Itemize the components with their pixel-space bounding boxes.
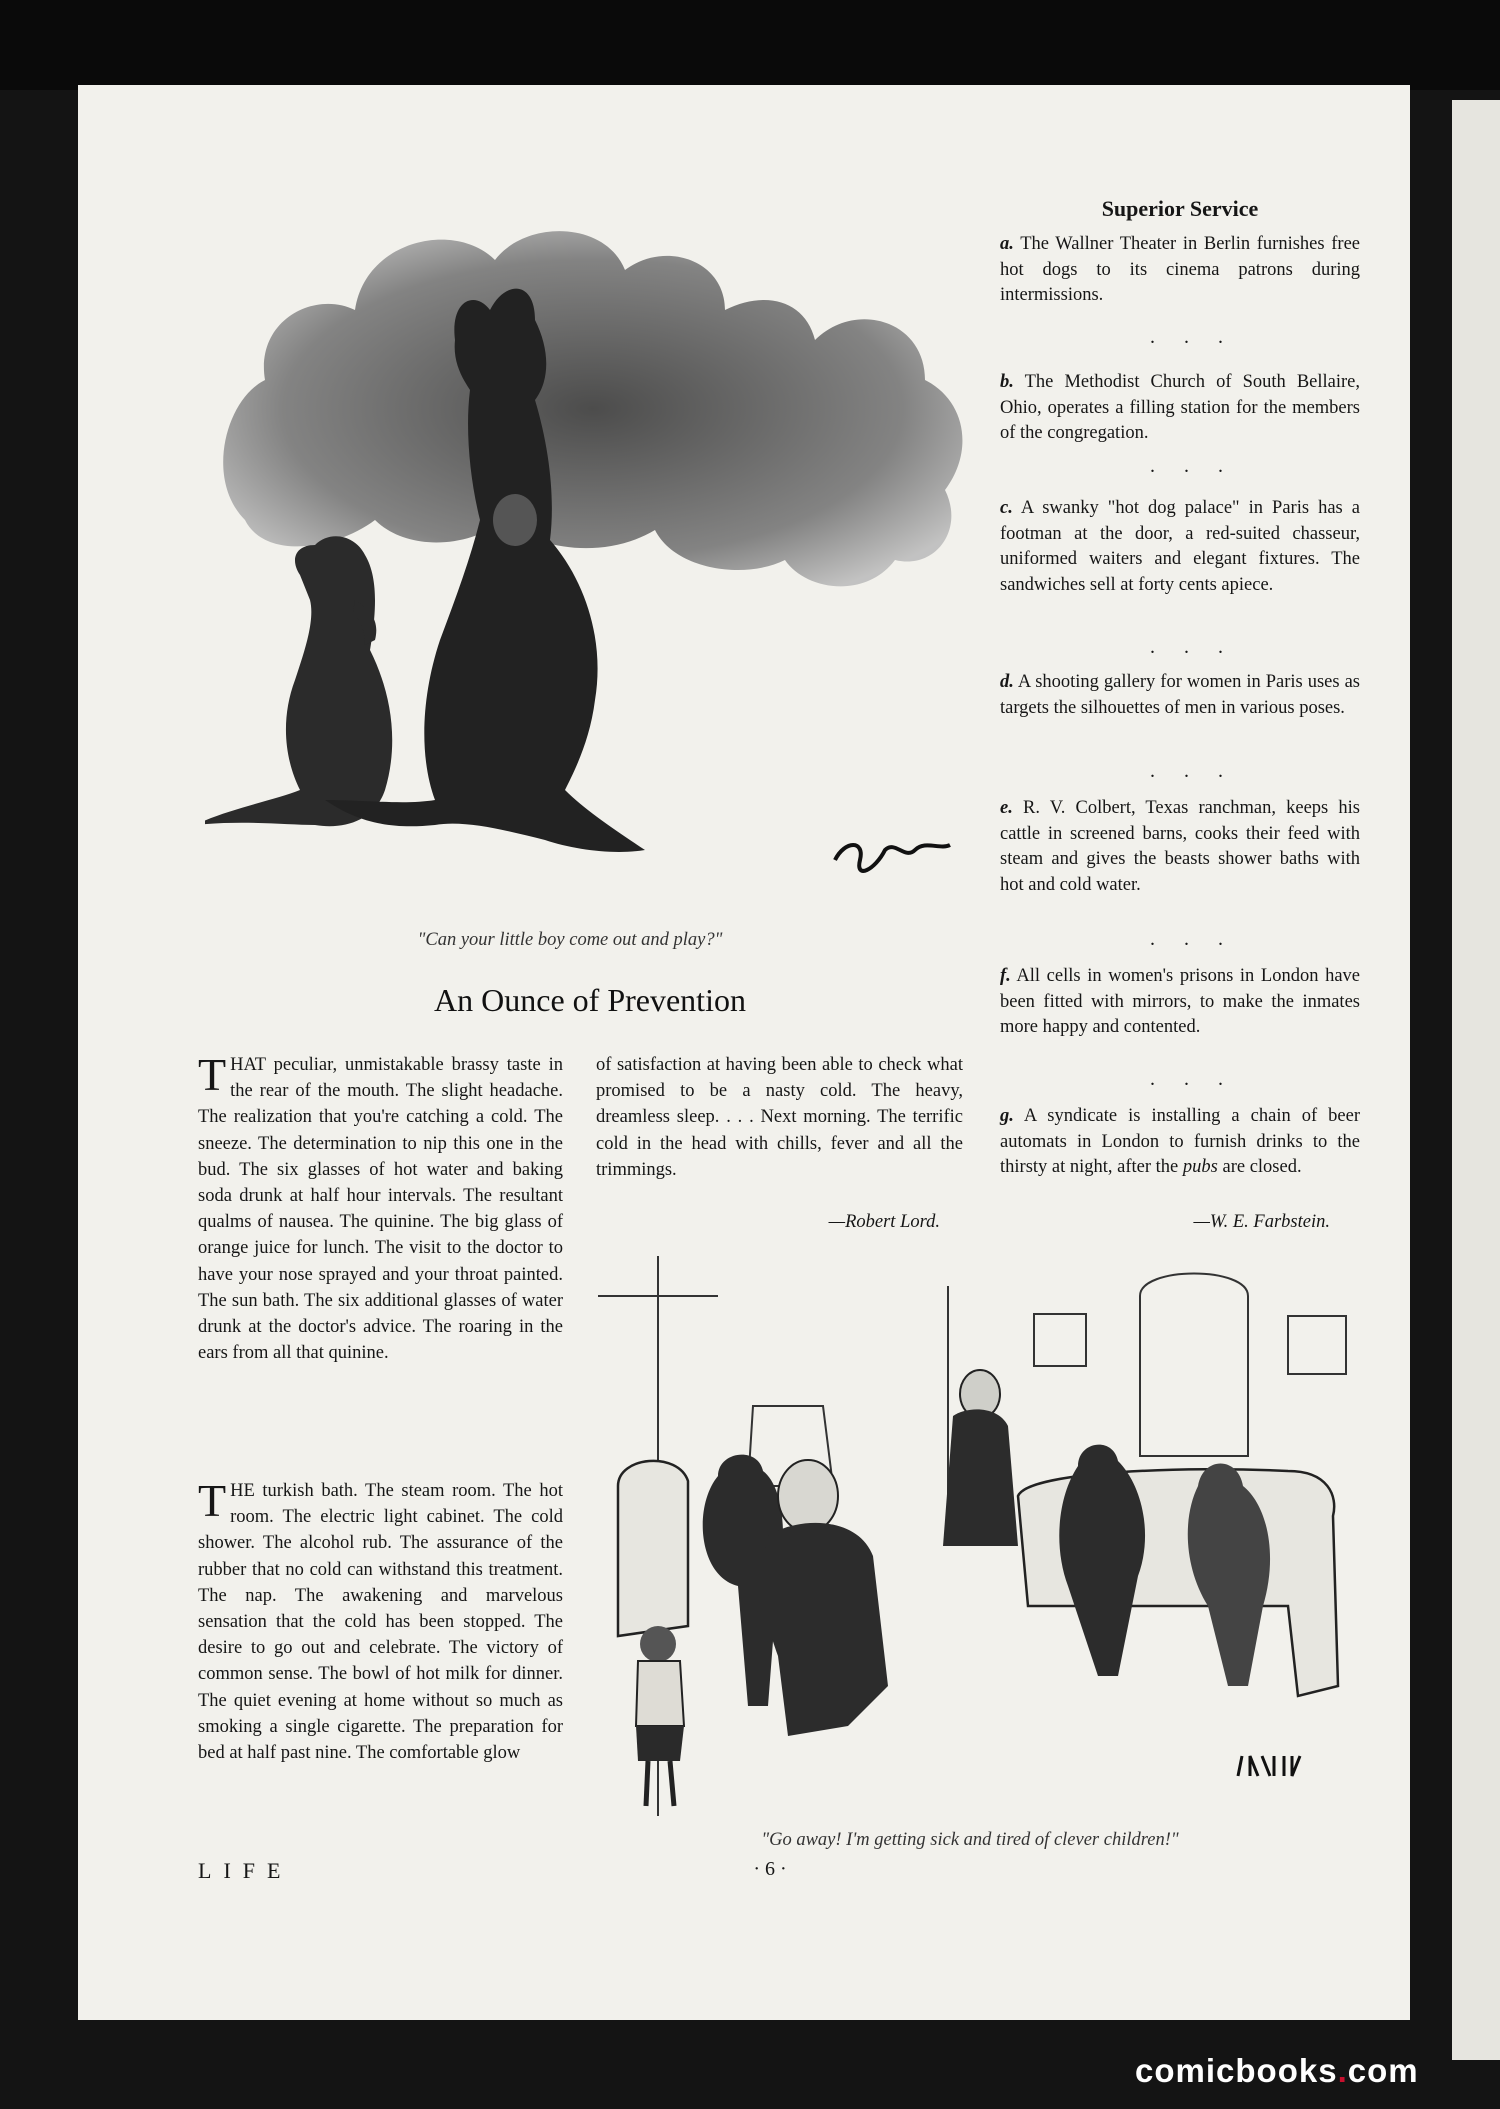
separator-dots: . . . [1150,455,1235,477]
small-kangaroo [205,536,392,826]
kangaroo-cartoon [205,200,995,920]
sidebar-byline: —W. E. Farbstein. [1193,1212,1330,1232]
drop-cap: T [198,1475,227,1526]
article-paragraph-2 [198,1475,563,1766]
boy [636,1626,684,1806]
lead-word: HE [230,1481,255,1501]
sidebar-item-b: b. The Methodist Church of South Bellaire, Ohio, operates a filling station for the members of the congregation. [1000,372,1360,443]
cloud-background [223,231,962,586]
page-number: · 6 · [753,1858,787,1880]
sidebar-item-d: d. A shooting gallery for women in Paris uses as targets the silhouettes of men in various poses. [1000,672,1360,718]
magazine-name: LIFE [198,1858,293,1883]
sidebar-item-a: a. The Wallner Theater in Berlin furnishes free hot dogs to its cinema patrons during intermissions. [1000,234,1360,305]
sidebar-title: Superior Service [1101,196,1259,221]
scan-border-top [0,0,1500,90]
signature-ralph-lane [835,845,950,871]
paragraph-text: turkish bath. The steam room. The hot room. The electric light cabinet. The cold shower. The alcohol rub. The assurance of the rubber that no cold can withstand this treatment. The nap. The awakening and marvelous sensation that the cold has been stopped. The desire to go out and celebrate. The victory of common sense. The bowl of hot milk for dinner. The quiet evening at home without so much as smoking a single cigarette. The preparation for bed at half past nine. The comfortable glow [198,1481,563,1764]
adjacent-page-edge [1452,100,1500,2060]
article-paragraph-1 [198,1049,563,1366]
kangaroo-caption: "Can your little boy come out and play?" [417,930,723,950]
separator-dots: . . . [1150,760,1235,782]
lead-word: HAT [230,1055,266,1075]
paragraph-text: peculiar, unmistakable brassy taste in the rear of the mouth. The slight headache. The realization that you're catching a cold. The sneeze. The determination to nip this one in the bud. The six glasses of hot water and baking soda drunk at half hour intervals. The resultant qualms of nausea. The quinine. The big glass of orange juice for lunch. The visit to the doctor to have your nose sprayed and your throat painted. The sun bath. The six additional glasses of water drunk at the doctor's advice. The roaring in the ears from all that quinine. [198,1055,563,1364]
drop-cap: T [198,1049,227,1100]
living-room-cartoon [598,1256,1368,1826]
article-paragraph-3: of satisfaction at having been able to check what promised to be a nasty cold. The heavy, dreamless sleep. . . . Next morning. The terrific cold in the head with chills, fever and all the trimmings. [596,1055,963,1180]
sidebar-item-f: f. All cells in women's prisons in London have been fitted with mirrors, to make the inmates more happy and contented. [1000,966,1360,1037]
site-watermark: comicbooks.com [1135,2052,1419,2089]
separator-dots: . . . [1150,326,1235,348]
separator-dots: . . . [1150,636,1235,658]
separator-dots: . . . [1150,1068,1235,1090]
sidebar-item-e: e. R. V. Colbert, Texas ranchman, keeps his cattle in screened barns, cooks their feed with steam and gives the beasts shower baths with hot and cold water. [1000,798,1360,895]
living-room-caption: "Go away! I'm getting sick and tired of clever children!" [761,1830,1179,1850]
sidebar-item-g: g. A syndicate is installing a chain of beer automats in London to furnish drinks to the thirsty at night, after the pubs are closed. [1000,1106,1361,1177]
article-byline: —Robert Lord. [828,1212,940,1232]
sidebar-item-c: c. A swanky "hot dog palace" in Paris has a footman at the door, a red-suited chasseur, uniformed waiters and elegant fixtures. The sandwiches sell at forty cents apiece. [1000,498,1360,595]
article-headline: An Ounce of Prevention [434,982,746,1018]
separator-dots: . . . [1150,928,1235,950]
signature-i-klein [1238,1756,1300,1776]
